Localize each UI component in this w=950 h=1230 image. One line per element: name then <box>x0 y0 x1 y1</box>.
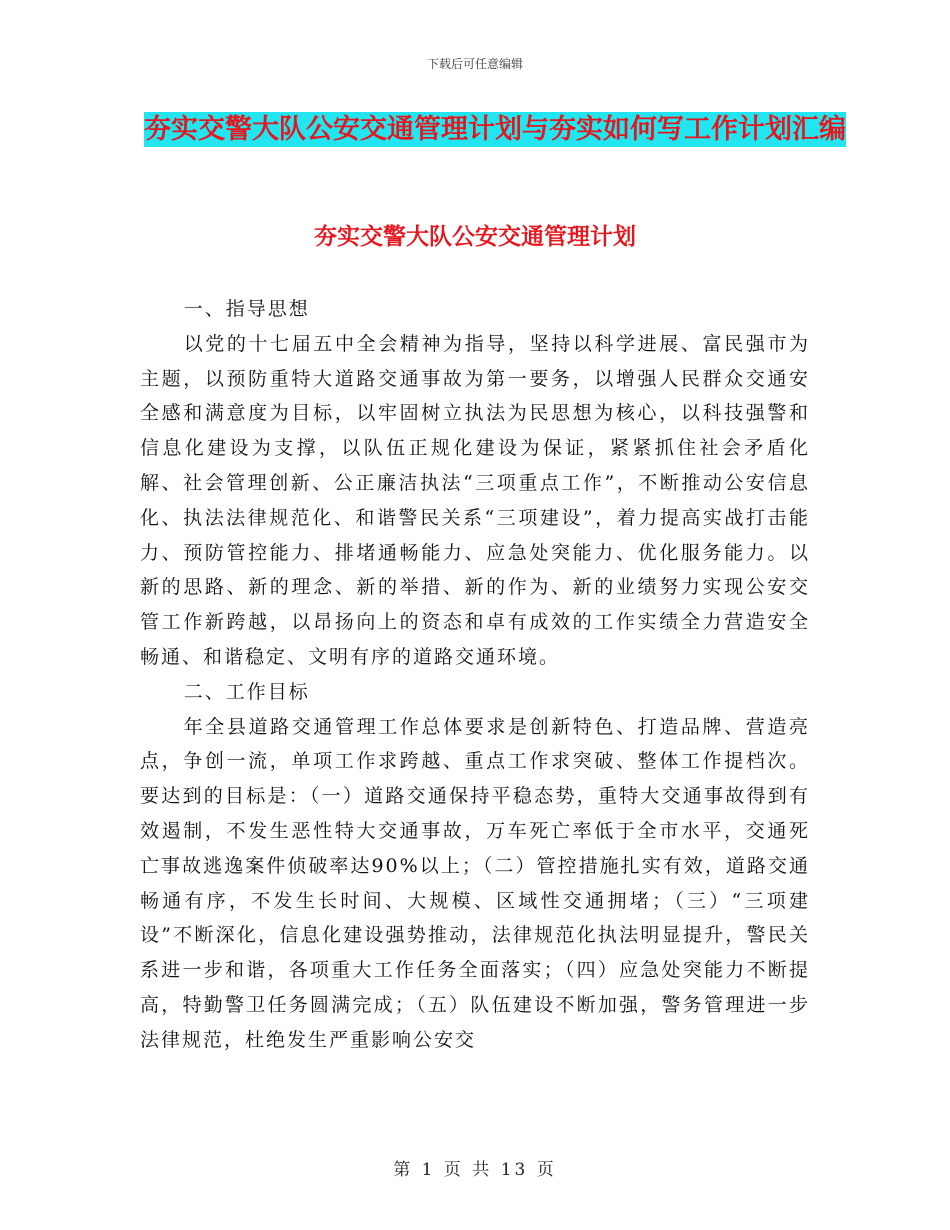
page-number-footer: 第 1 页 共 13 页 <box>393 1160 557 1180</box>
main-title <box>140 108 850 152</box>
section-title: 夯实交警大队公安交通管理计划 <box>314 224 636 250</box>
paragraph-work-goals: 年全县道路交通管理工作总体要求是创新特色、打造品牌、营造亮点，争创一流，单项工作求跨越、重点工作求突破、整体工作提档次。要达到的目标是：（一）道路交通保持平稳态势，重特大交通事故得到有效遏制，不发生恶性特大交通事故，万车死亡率低于全市水平，交通死亡事故逃逸案件侦破率达90%以上；（二）管控措施扎实有效，道路交通畅通有序，不发生长时间、大规模、区域性交通拥堵；（三）“三项建设”不断深化，信息化建设强势推动，法律规范化执法明显提升，警民关系进一步和谐，各项重大工作任务全面落实；（四）应急处突能力不断提高，特勤警卫任务圆满完成；（五）队伍建设不断加强，警务管理进一步法律规范，杜绝发生严重影响公安交 <box>140 715 810 1051</box>
document-body <box>140 292 810 1058</box>
paragraph-guiding-thought: 以党的十七届五中全会精神为指导，坚持以科学进展、富民强市为主题，以预防重特大道路交通事故为第一要务，以增强人民群众交通安全感和满意度为目标，以牢固树立执法为民思想为核心，以科技强警和信息化建设为支撑，以队伍正规化建设为保证，紧紧抓住社会矛盾化解、社会管理创新、公正廉洁执法“三项重点工作”，不断推动公安信息化、执法法律规范化、和谐警民关系“三项建设”，着力提高实战打击能力、预防管控能力、排堵通畅能力、应急处突能力、优化服务能力。以新的思路、新的理念、新的举措、新的作为、新的业绩努力实现公安交管工作新跨越，以昂扬向上的资态和卓有成效的工作实绩全力营造安全畅通、和谐稳定、文明有序的道路交通环境。 <box>140 332 810 668</box>
heading-work-goals: 二、工作目标 <box>183 680 310 703</box>
heading-guiding-thought: 一、指导思想 <box>183 298 310 320</box>
header-note: 下载后可任意编辑 <box>426 57 523 71</box>
main-title-text: 夯实交警大队公安交通管理计划与夯实如何写工作计划汇编 <box>144 114 846 145</box>
